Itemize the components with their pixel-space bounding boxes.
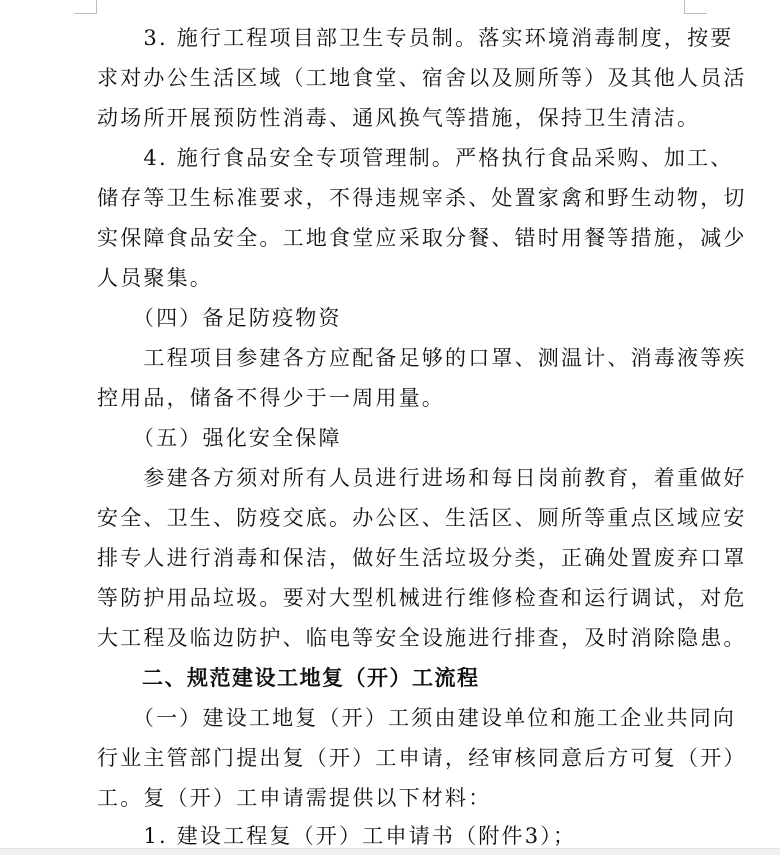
text-line: 3. 施行工程项目部卫生专员制。落实环境消毒制度，按要 <box>97 26 734 50</box>
page-corner-mark-left-h <box>74 13 96 14</box>
text-line: 工。复（开）工申请需提供以下材料： <box>97 786 492 810</box>
text-line: 人员聚集。 <box>97 266 213 290</box>
section-heading: （四）备足防疫物资 <box>97 306 342 330</box>
text-line: （一）建设工地复（开）工须由建设单位和施工企业共同向 <box>97 706 737 730</box>
text-line: 行业主管部门提出复（开）工申请，经审核同意后方可复（开） <box>97 746 747 770</box>
text-line: 安全、卫生、防疫交底。办公区、生活区、厕所等重点区域应安 <box>97 506 747 530</box>
text-line: 动场所开展预防性消毒、通风换气等措施，保持卫生清洁。 <box>97 106 701 130</box>
page-corner-mark-right <box>684 0 685 14</box>
text-line: 等防护用品垃圾。要对大型机械进行维修检查和运行调试，对危 <box>97 586 747 610</box>
text-line: 求对办公生活区域（工地食堂、宿舍以及厕所等）及其他人员活 <box>97 66 747 90</box>
chapter-heading: 二、规范建设工地复（开）工流程 <box>97 666 480 690</box>
text-line: 参建各方须对所有人员进行进场和每日岗前教育，着重做好 <box>97 466 747 490</box>
page-corner-mark-left <box>96 0 97 14</box>
text-line: 控用品，储备不得少于一周用量。 <box>97 386 445 410</box>
text-line: 排专人进行消毒和保洁，做好生活垃圾分类，正确处置废弃口罩 <box>97 546 747 570</box>
text-line: 实保障食品安全。工地食堂应采取分餐、错时用餐等措施，减少 <box>97 226 747 250</box>
text-line: 1. 建设工程复（开）工申请书（附件3）； <box>97 824 577 848</box>
text-line: 大工程及临边防护、临电等安全设施进行排查，及时消除隐患。 <box>97 626 747 650</box>
text-line: 工程项目参建各方应配备足够的口罩、测温计、消毒液等疾 <box>97 346 747 370</box>
page-corner-mark-right-h <box>685 13 707 14</box>
text-line: 储存等卫生标准要求，不得违规宰杀、处置家禽和野生动物，切 <box>97 186 747 210</box>
page-bottom-edge <box>0 848 780 855</box>
text-line: 4. 施行食品安全专项管理制。严格执行食品采购、加工、 <box>97 146 734 170</box>
section-heading: （五）强化安全保障 <box>97 426 342 450</box>
